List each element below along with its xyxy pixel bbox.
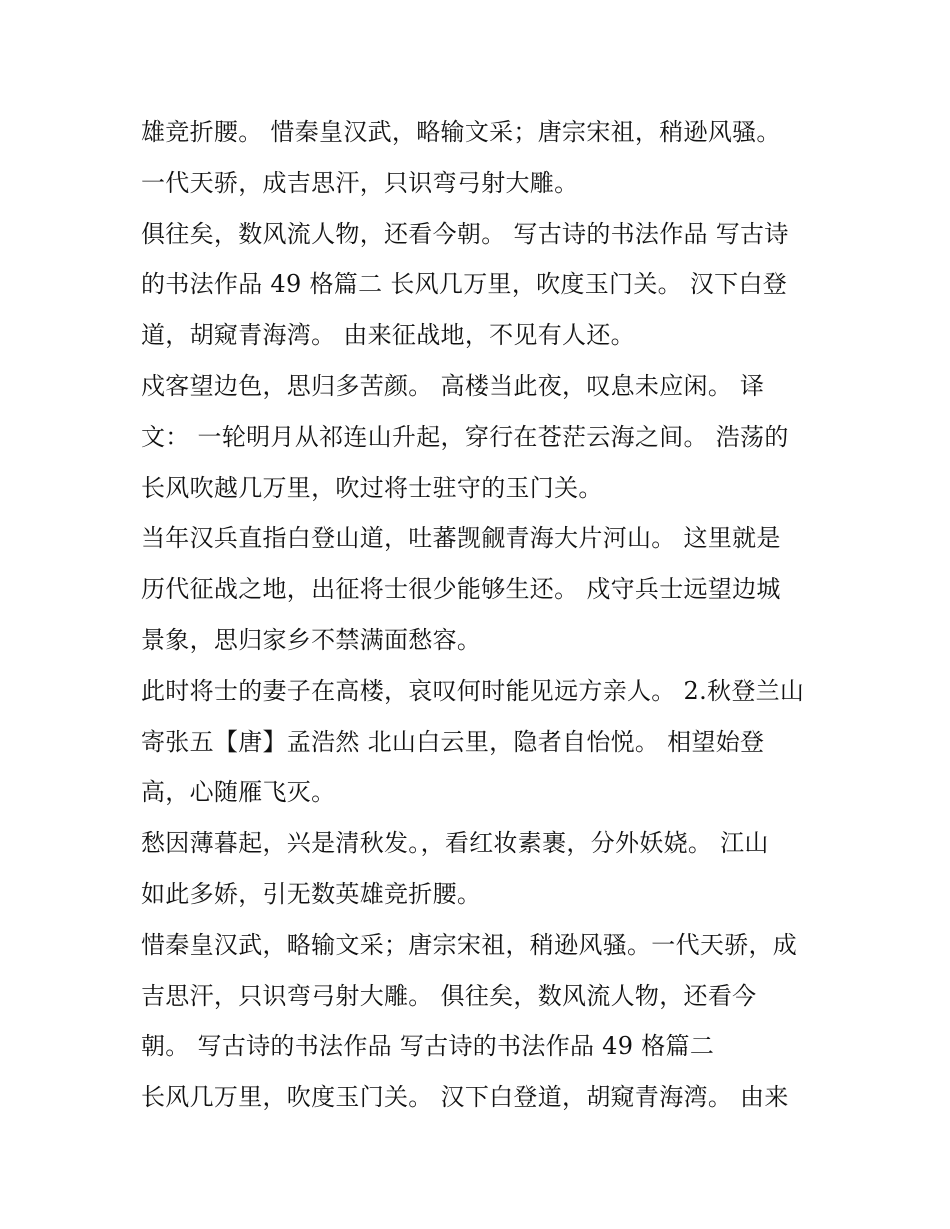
text-line: 文： 一轮明月从祁连山升起，穿行在苍茫云海之间。 浩荡的 bbox=[141, 422, 789, 451]
text-line: 吉思汗，只识弯弓射大雕。 俱往矣，数风流人物，还看今 bbox=[141, 981, 757, 1010]
text-line: 愁因薄暮起，兴是清秋发。，看红妆素裹，分外妖娆。 江山 bbox=[141, 829, 769, 858]
text-line: 如此多娇，引无数英雄竞折腰。 bbox=[141, 879, 482, 908]
text-line: 景象，思归家乡不禁满面愁容。 bbox=[141, 625, 482, 654]
document-text-body bbox=[141, 107, 821, 1123]
text-line: 高，心随雁飞灭。 bbox=[141, 778, 336, 807]
text-line: 俱往矣，数风流人物，还看今朝。 写古诗的书法作品 写古诗 bbox=[141, 219, 789, 248]
text-line: 寄张五【唐】孟浩然 北山白云里，隐者自怡悦。 相望始登 bbox=[141, 727, 765, 756]
text-line: 当年汉兵直指白登山道，吐蕃觊觎青海大片河山。 这里就是 bbox=[141, 524, 781, 553]
text-line: 戍客望边色，思归多苦颜。 高楼当此夜，叹息未应闲。 译 bbox=[141, 371, 765, 400]
text-line: 惜秦皇汉武，略输文采；唐宗宋祖，稍逊风骚。一代天骄，成 bbox=[141, 930, 798, 959]
text-line: 长风几万里，吹度玉门关。 汉下白登道，胡窥青海湾。 由来 bbox=[141, 1083, 789, 1112]
text-line: 一代天骄，成吉思汗，只识弯弓射大雕。 bbox=[141, 168, 579, 197]
text-line: 雄竞折腰。 惜秦皇汉武，略输文采；唐宗宋祖，稍逊风骚。 bbox=[141, 118, 781, 146]
text-line: 道，胡窥青海湾。 由来征战地，不见有人还。 bbox=[141, 321, 635, 350]
text-line: 朝。 写古诗的书法作品 写古诗的书法作品 49 格篇二 bbox=[141, 1032, 715, 1061]
text-line: 长风吹越几万里，吹过将士驻守的玉门关。 bbox=[141, 473, 603, 502]
text-line: 历代征战之地，出征将士很少能够生还。 戍守兵士远望边城 bbox=[141, 575, 781, 604]
text-line: 此时将士的妻子在高楼，哀叹何时能见远方亲人。 2.秋登兰山 bbox=[141, 676, 805, 705]
text-line: 的书法作品 49 格篇二 长风几万里，吹度玉门关。 汉下白登 bbox=[141, 270, 788, 299]
